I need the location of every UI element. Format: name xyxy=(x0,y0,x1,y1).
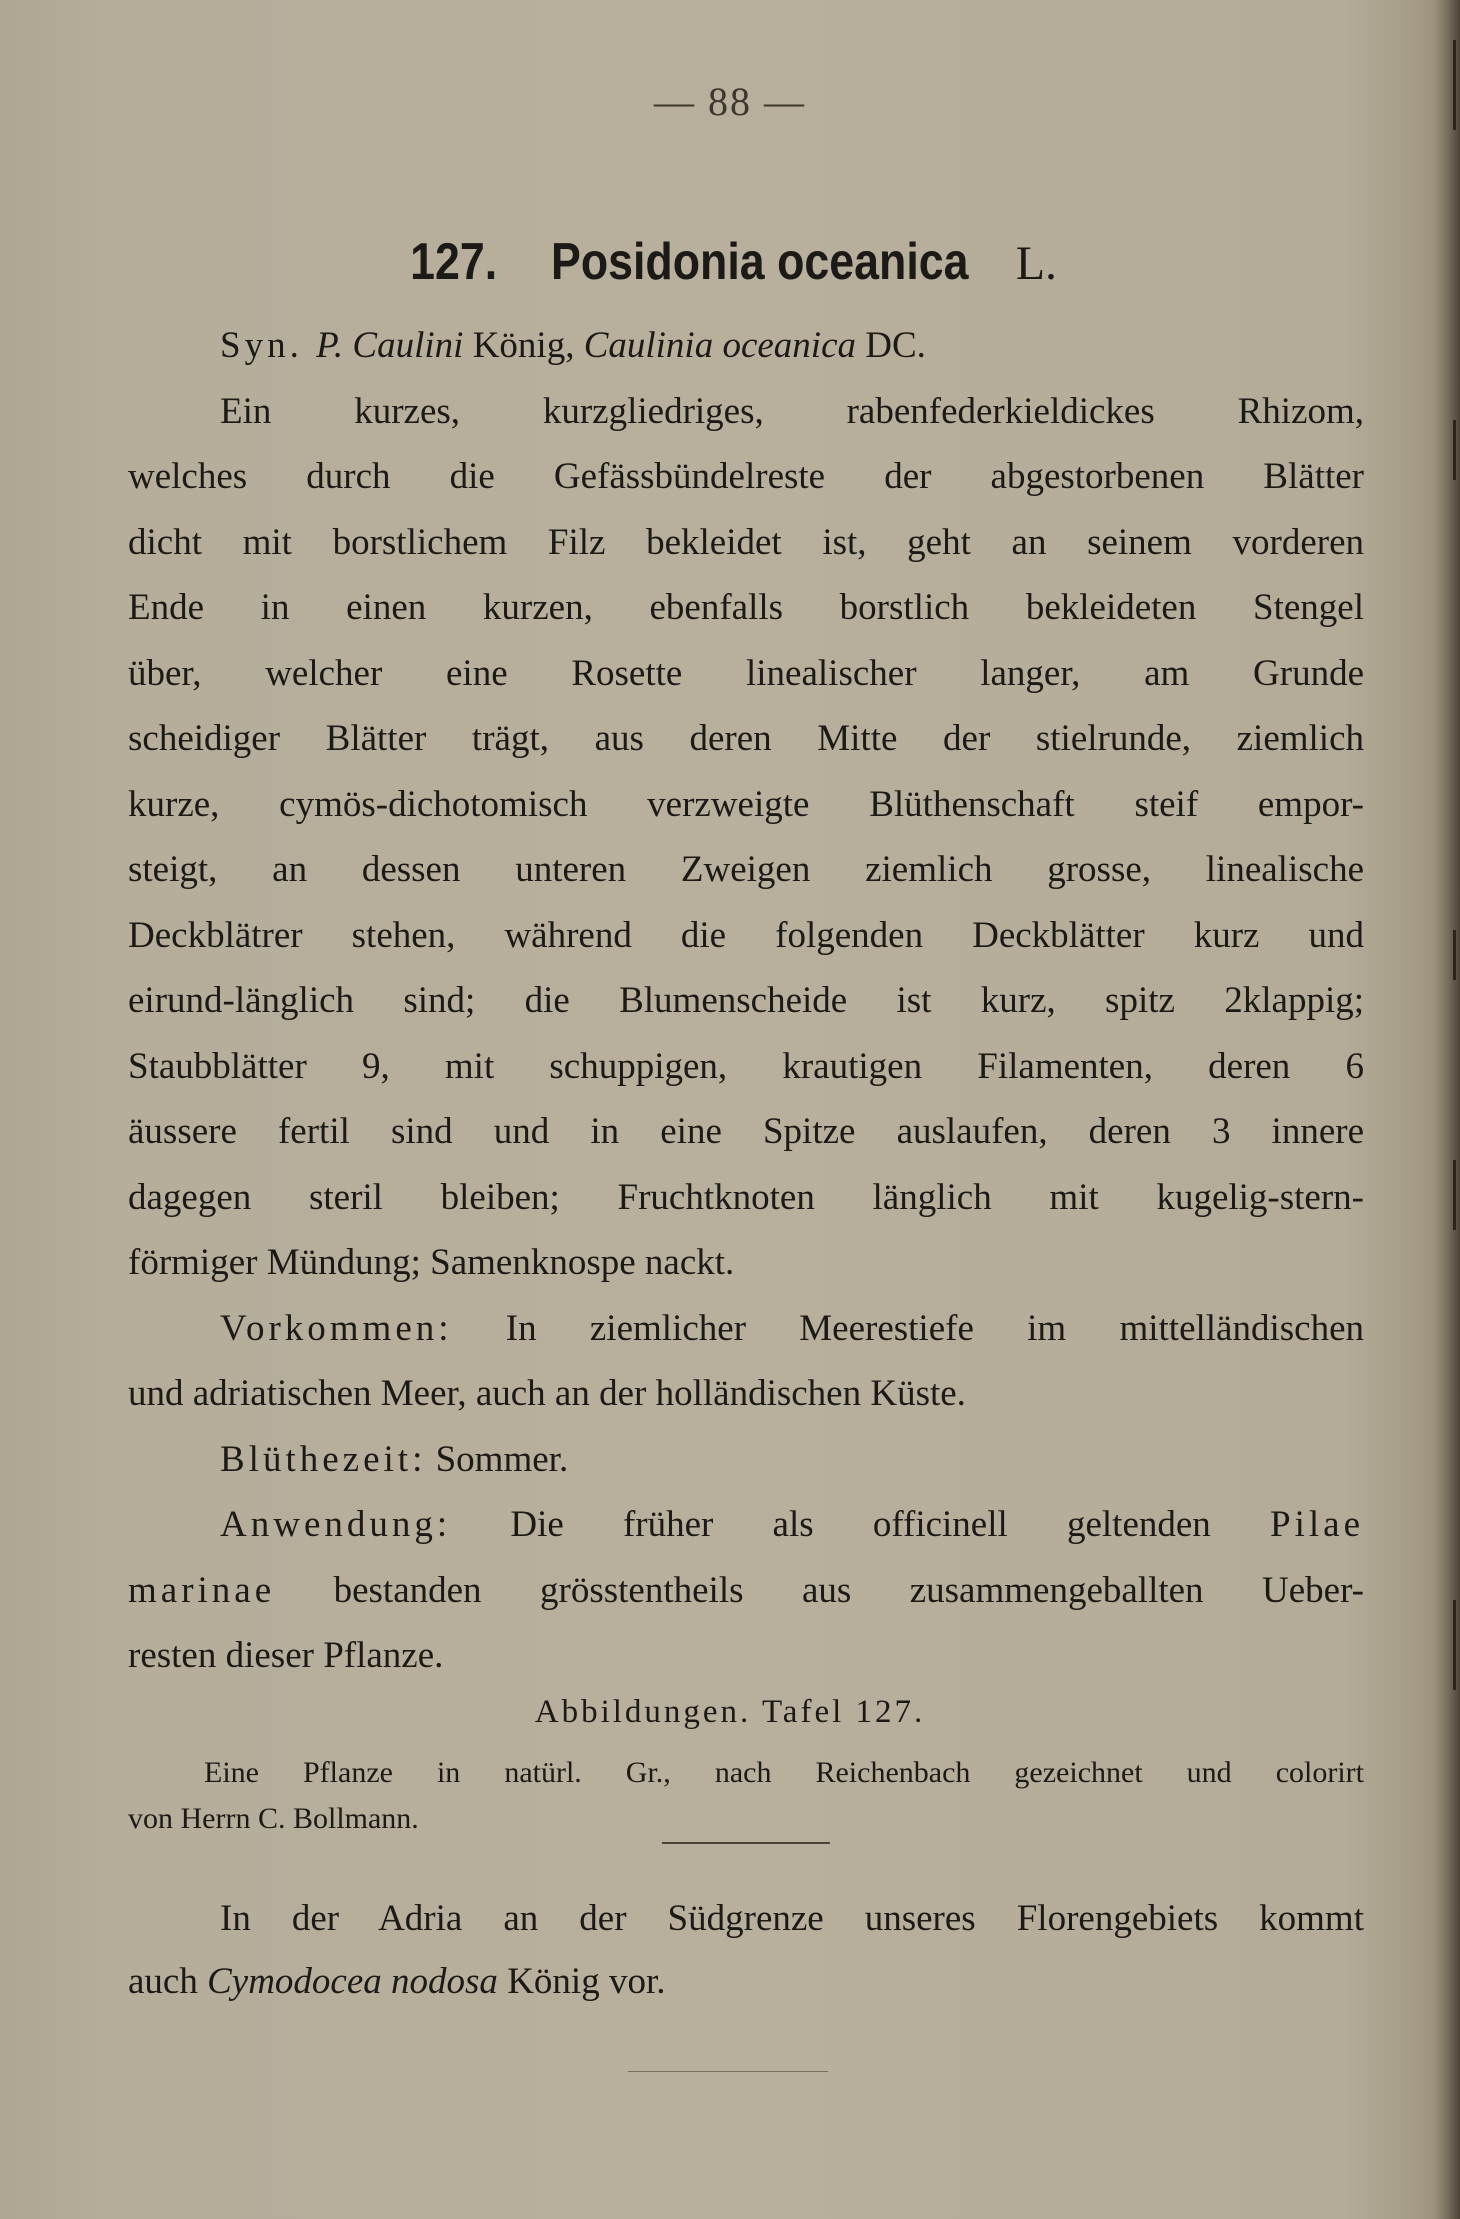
synonyms-line: Syn. P. Caulini König, Caulinia oceanica DC. xyxy=(220,325,926,366)
text-line: scheidiger Blätter trägt, aus deren Mitte der stielrunde, ziemlich xyxy=(128,718,1364,759)
page-number-header: — 88 — xyxy=(654,79,806,124)
text-line: resten dieser Pflanze. xyxy=(128,1635,444,1676)
text-line: Staubblätter 9, mit schuppigen, krautigen Filamenten, deren 6 xyxy=(128,1045,1364,1087)
note-line: auch Cymodocea nodosa König vor. xyxy=(128,1961,666,2002)
text-line: Ein kurzes, kurzgliedriges, rabenfederkieldickes Rhizom, xyxy=(220,390,1364,432)
caption-line: Eine Pflanze in natürl. Gr., nach Reichenbach gezeichnet und colorirt xyxy=(204,1756,1364,1789)
section-divider xyxy=(662,1842,830,1844)
page-edge-shadow xyxy=(1434,0,1460,2219)
text-line: über, welcher eine Rosette linealischer langer, am Grunde xyxy=(128,652,1364,694)
illustration-caption xyxy=(128,1750,1364,1842)
occurrence-line: Vorkommen: In ziemlicher Meerestiefe im mittelländischen xyxy=(220,1307,1364,1349)
species-author: L. xyxy=(1015,237,1058,290)
note-line: In der Adria an der Südgrenze unseres Florengebiets kommt xyxy=(220,1898,1364,1939)
edge-mark xyxy=(1453,1160,1456,1230)
edge-mark xyxy=(1453,930,1456,980)
text-line: förmiger Mündung; Samenknospe nackt. xyxy=(128,1242,735,1283)
text-line: Deckblätrer stehen, während die folgenden Deckblätter kurz und xyxy=(128,914,1364,956)
illustration-heading: Abbildungen. Tafel 127. xyxy=(534,1694,926,1730)
text-line: kurze, cymös-dichotomisch verzweigte Blüthenschaft steif empor- xyxy=(128,783,1364,825)
text-line: dagegen steril bleiben; Fruchtknoten länglich mit kugelig-stern- xyxy=(128,1176,1364,1218)
edge-mark xyxy=(1453,1600,1456,1690)
entry-body xyxy=(128,313,1364,1689)
flowering-line: Blüthezeit: Sommer. xyxy=(220,1438,569,1480)
text-line: marinae bestanden grösstentheils aus zusammengeballten Ueber- xyxy=(128,1569,1364,1611)
text-line: welches durch die Gefässbündelreste der abgestorbenen Blätter xyxy=(128,456,1364,497)
caption-line: von Herrn C. Bollmann. xyxy=(128,1802,419,1835)
entry-title xyxy=(0,232,1460,292)
usage-line: Anwendung: Die früher als officinell geltenden Pilae xyxy=(220,1504,1364,1545)
text-line: steigt, an dessen unteren Zweigen ziemlich grosse, linealische xyxy=(128,849,1364,890)
species-name: Posidonia oceanica xyxy=(551,233,969,291)
text-line: Ende in einen kurzen, ebenfalls borstlich bekleideten Stengel xyxy=(128,587,1364,628)
regional-note xyxy=(128,1887,1364,2013)
text-line: äussere fertil sind und in eine Spitze auslaufen, deren 3 innere xyxy=(128,1111,1364,1152)
bottom-rule xyxy=(628,2071,828,2072)
text-line: und adriatischen Meer, auch an der holländischen Küste. xyxy=(128,1373,966,1414)
text-line: eirund-länglich sind; die Blumenscheide ist kurz, spitz 2klappig; xyxy=(128,980,1364,1021)
entry-number: 127. xyxy=(410,233,498,291)
text-line: dicht mit borstlichem Filz bekleidet ist, geht an seinem vorderen xyxy=(128,521,1364,563)
edge-mark xyxy=(1453,420,1456,480)
